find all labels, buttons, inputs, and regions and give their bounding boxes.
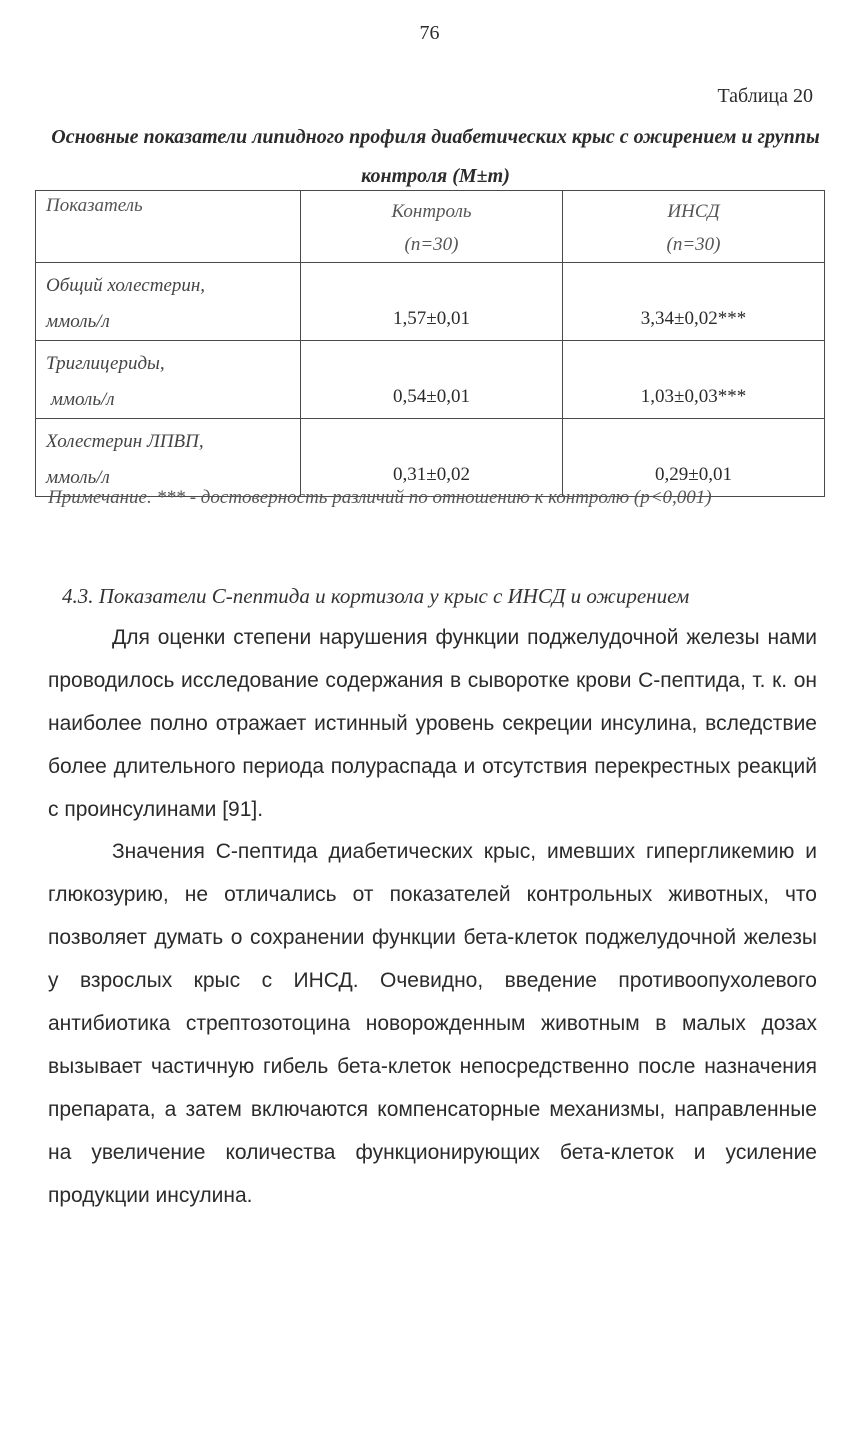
header-control-label: Контроль (391, 201, 472, 222)
table-header-row (36, 191, 825, 263)
row-label (36, 263, 301, 341)
header-insd (563, 191, 825, 263)
row-label-unit: ммоль/л (46, 311, 110, 332)
row-label-unit: ммоль/л (46, 389, 115, 410)
paragraph: Значения С-пептида диабетических крыс, имевших гипергликемию и глюкозурию, не отличались от показателей контрольных животных, что позволяет думать о сохранении функции бета-клеток поджелудочной железы у взрослых крыс с ИНСД. Очевидно, введение противоопухолевого антибиотика стрептозотоцина новорожденным животным в малых дозах вызывает частичную гибель бета-клеток непосредственно после назначения препарата, а затем включаются компенсаторные механизмы, направленные на увеличение количества функционирующих бета-клеток и усиление продукции инсулина. (48, 840, 817, 1207)
control-value: 1,57±0,01 (301, 263, 563, 341)
header-control (301, 191, 563, 263)
header-indicator (36, 191, 301, 263)
control-value: 0,31±0,02 (301, 419, 563, 497)
table-row (36, 341, 825, 419)
row-label-name: Общий холестерин, (46, 275, 206, 296)
row-label (36, 341, 301, 419)
header-control-n: (n=30) (404, 234, 459, 255)
row-label-unit: ммоль/л (46, 467, 110, 488)
row-label-name: Триглицериды, (46, 353, 165, 374)
table-note: Примечание. *** - достоверность различий по отношению к контролю (p<0,001) (48, 487, 712, 508)
lipid-profile-table (35, 190, 825, 497)
paragraph: Для оценки степени нарушения функции поджелудочной железы нами проводилось исследование содержания в сыворотке крови С-пептида, т. к. он наиболее полно отражает истинный уровень секреции инсулина, вследствие более длительного периода полураспада и отсутствия перекрестных реакций с проинсулинами [91]. (48, 626, 817, 821)
table-row (36, 263, 825, 341)
table-caption: Основные показатели липидного профиля диабетических крыс с ожирением и группы контроля (M±m) (51, 126, 820, 187)
header-insd-label: ИНСД (667, 201, 720, 222)
header-indicator-label: Показатель (46, 195, 143, 216)
table-label: Таблица 20 (717, 85, 813, 107)
control-value: 0,54±0,01 (301, 341, 563, 419)
section-heading: 4.3. Показатели С-пептида и кортизола у крыс с ИНСД и ожирением (62, 584, 690, 608)
header-insd-n: (n=30) (666, 234, 721, 255)
table-row (36, 419, 825, 497)
insd-value: 3,34±0,02*** (563, 263, 825, 341)
insd-value: 1,03±0,03*** (563, 341, 825, 419)
page-number: 76 (419, 22, 440, 44)
row-label-name: Холестерин ЛПВП, (46, 431, 204, 452)
row-label (36, 419, 301, 497)
insd-value: 0,29±0,01 (563, 419, 825, 497)
